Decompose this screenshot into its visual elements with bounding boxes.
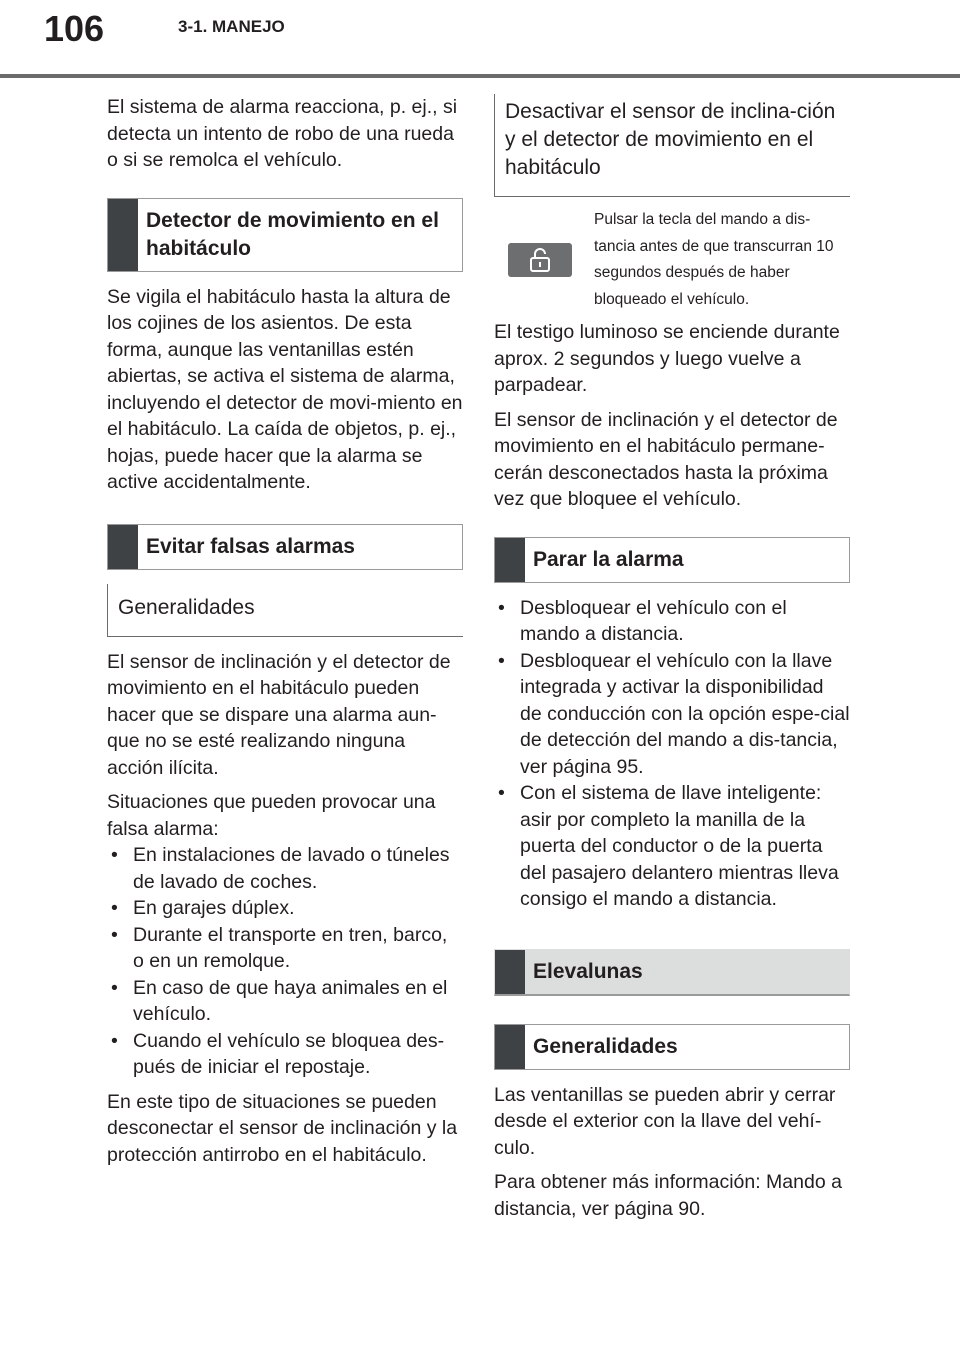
- stop-alarm-list: [494, 595, 850, 913]
- section-heading-generalidades: [494, 1024, 850, 1070]
- heading-bar: [495, 538, 525, 582]
- heading-bar: [495, 1025, 525, 1069]
- heading-text: Generalidades: [533, 1034, 678, 1058]
- chapter-title: 3-1. MANEJO: [178, 17, 285, 36]
- detector-paragraph: Se vigila el habitáculo hasta la altura de los cojines de los asientos. De esta forma, aunque las ventanillas estén abiertas, se activa el sistema de alarma, incluyendo el detector de movi-miento en el habitáculo. La caída de objetos, p. ej., hojas, puede hacer que la alarma se active accidentalmente.: [107, 285, 463, 493]
- chapter-heading-elevalunas: [494, 949, 850, 996]
- subheading-generalidades: Generalidades: [107, 584, 463, 637]
- list-item: • Cuando el vehículo se bloquea des-pués de iniciar el repostaje.: [107, 1028, 463, 1081]
- heading-bar: [108, 199, 138, 271]
- lock-instruction-text: Pulsar la tecla del mando a dis-tancia antes de que transcurran 10 segundos después de haber bloqueado el vehículo.: [594, 211, 834, 308]
- list-item: • En instalaciones de lavado o túneles de lavado de coches.: [107, 842, 463, 895]
- section-heading-evitar: [107, 524, 463, 570]
- subheading-desactivar: Desactivar el sensor de inclina-ción y el detector de movimiento en el habitáculo: [494, 94, 850, 197]
- list-item: • Con el sistema de llave inteligente: asir por completo la manilla de la puerta del conductor o de la puerta del pasajero delantero mientras lleva consigo el mando a distancia.: [494, 780, 850, 913]
- permanecer-paragraph: El sensor de inclinación y el detector de movimiento en el habitáculo permane-cerán desconectados hasta la próxima vez que bloquee el vehículo.: [494, 408, 838, 510]
- page-number: 106: [44, 8, 105, 49]
- right-column: [494, 94, 850, 1230]
- heading-bar: [495, 950, 525, 994]
- section-heading-parar: [494, 537, 850, 583]
- list-item: • Desbloquear el vehículo con la llave integrada y activar la disponibilidad de conducción con la opción espe-cial de detección del mando a dis-tancia, ver página 95.: [494, 648, 850, 781]
- lock-open-glyph: [529, 248, 551, 272]
- heading-bar: [108, 525, 138, 569]
- situaciones-paragraph: Situaciones que pueden provocar una falsa alarma:: [107, 791, 436, 840]
- section-heading-detector: [107, 198, 463, 272]
- header-divider: [0, 74, 960, 78]
- sensor-paragraph: El sensor de inclinación y el detector de movimiento en el habitáculo pueden hacer que se dispare una alarma aun-que no se esté realizando ninguna acción ilícita.: [107, 650, 451, 779]
- ventanillas-paragraph: Las ventanillas se pueden abrir y cerrar desde el exterior con la llave del vehí-culo.: [494, 1083, 836, 1159]
- heading-text: Parar la alarma: [533, 547, 684, 571]
- final-paragraph: En este tipo de situaciones se pueden desconectar el sensor de inclinación y la protección antirrobo en el habitáculo.: [107, 1090, 458, 1166]
- left-column: [107, 94, 463, 1176]
- mas-info-paragraph: Para obtener más información: Mando a distancia, ver página 90.: [494, 1171, 842, 1220]
- lock-instruction: [508, 207, 850, 313]
- intro-paragraph: El sistema de alarma reacciona, p. ej., si detecta un intento de robo de una rueda o si se remolca el vehículo.: [107, 96, 458, 171]
- heading-text: Evitar falsas alarmas: [146, 534, 355, 558]
- heading-text: Elevalunas: [533, 959, 643, 983]
- list-item: • Desbloquear el vehículo con el mando a distancia.: [494, 595, 850, 648]
- heading-text: Detector de movimiento en el habitáculo: [146, 208, 439, 260]
- list-item: • En caso de que haya animales en el vehículo.: [107, 975, 463, 1028]
- list-item: • Durante el transporte en tren, barco, o en un remolque.: [107, 922, 463, 975]
- list-item: • En garajes dúplex.: [107, 895, 463, 922]
- lock-open-icon: [508, 243, 572, 277]
- testigo-paragraph: El testigo luminoso se enciende durante aprox. 2 segundos y luego vuelve a parpadear.: [494, 321, 840, 396]
- false-alarm-list: [107, 842, 463, 1081]
